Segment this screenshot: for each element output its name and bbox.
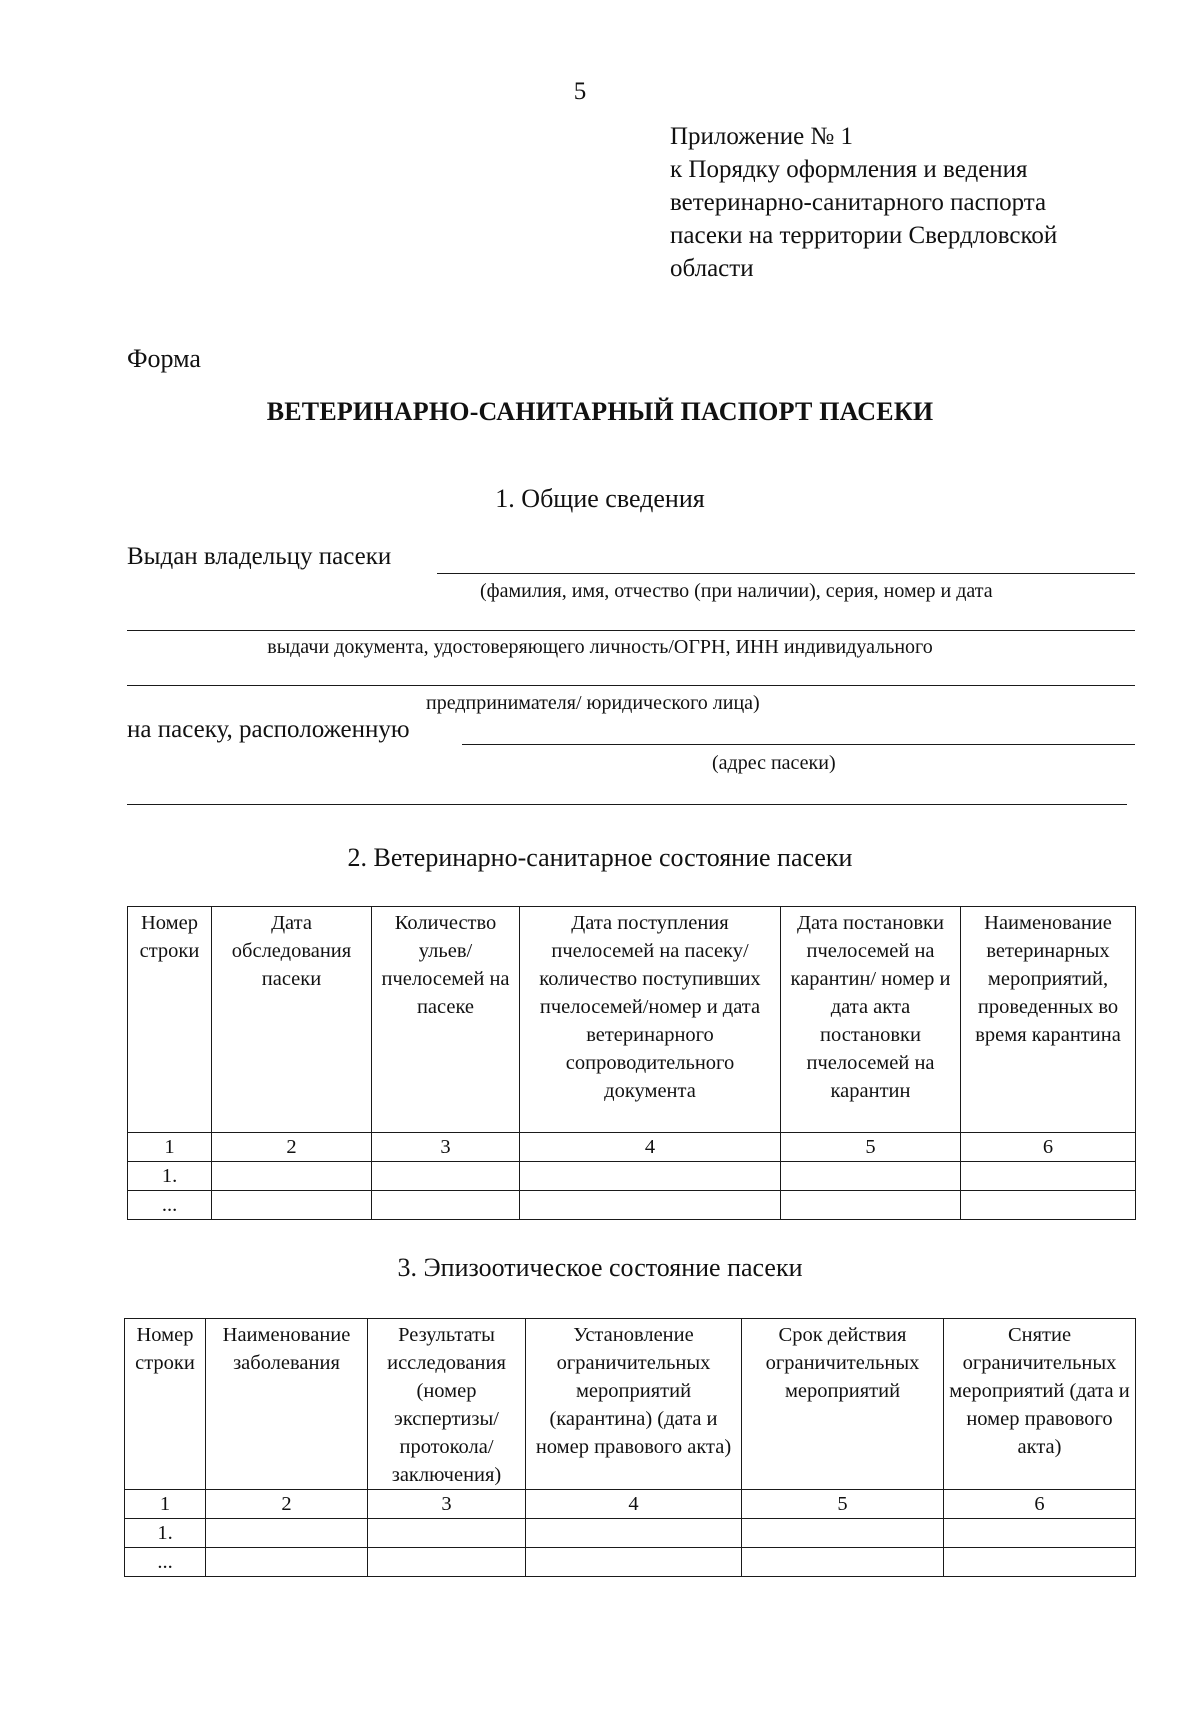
apiary-location-label: на пасеку, расположенную [127,716,410,743]
table-cell[interactable] [742,1519,944,1548]
owner-hint-line-2: выдачи документа, удостоверяющего личность/ОГРН, ИНН индивидуального [267,636,933,658]
table-cell[interactable] [944,1519,1136,1548]
column-number: 5 [742,1490,944,1519]
column-number-row [125,1490,1136,1519]
column-header: Номер строки [128,907,212,1133]
column-header: Дата постановки пчелосемей на карантин/ номер и дата акта постановки пчелосемей на карантин [781,907,961,1133]
column-number: 5 [781,1133,961,1162]
document-title: ВЕТЕРИНАРНО-САНИТАРНЫЙ ПАСПОРТ ПАСЕКИ [266,397,934,426]
table-cell[interactable] [212,1191,372,1220]
column-header: Номер строки [125,1319,206,1490]
table-cell[interactable] [781,1191,961,1220]
owner-document-line[interactable] [127,630,1135,631]
owner-hint-line-3: предпринимателя/ юридического лица) [426,692,760,714]
address-hint: (адрес пасеки) [712,752,836,774]
table-row [125,1519,1136,1548]
column-header: Дата обследования пасеки [212,907,372,1133]
table-cell[interactable] [526,1519,742,1548]
apiary-address-line[interactable] [462,744,1135,745]
appendix-line: ветеринарно-санитарного паспорта [670,189,1047,216]
section-2-heading: 2. Ветеринарно-санитарное состояние пасеки [347,843,853,872]
epizootic-state-table [124,1318,1136,1577]
column-number-row [128,1133,1136,1162]
column-header: Наименование заболевания [206,1319,368,1490]
row-number: ... [125,1548,206,1577]
table-cell[interactable] [944,1548,1136,1577]
section-1-heading: 1. Общие сведения [495,484,705,513]
table-cell[interactable] [206,1519,368,1548]
table-row [128,1191,1136,1220]
row-number: 1. [125,1519,206,1548]
column-number: 1 [128,1133,212,1162]
table-cell[interactable] [520,1162,781,1191]
column-number: 6 [944,1490,1136,1519]
appendix-line: к Порядку оформления и ведения [670,156,1028,183]
table-cell[interactable] [520,1191,781,1220]
column-header: Срок действия ограничительных мероприятий [742,1319,944,1490]
column-number: 4 [526,1490,742,1519]
table-row [128,1162,1136,1191]
table-cell[interactable] [372,1162,520,1191]
table-cell[interactable] [206,1548,368,1577]
table-cell[interactable] [961,1162,1136,1191]
column-header: Снятие ограничительных мероприятий (дата и номер правового акта) [944,1319,1136,1490]
column-number: 1 [125,1490,206,1519]
apiary-address-line-2[interactable] [127,804,1127,805]
column-number: 6 [961,1133,1136,1162]
table-cell[interactable] [742,1548,944,1577]
row-number: 1. [128,1162,212,1191]
row-number: ... [128,1191,212,1220]
owner-hint-line-1: (фамилия, имя, отчество (при наличии), серия, номер и дата [480,580,993,602]
form-label: Форма [127,344,201,373]
section-3-heading: 3. Эпизоотическое состояние пасеки [397,1253,803,1282]
issued-to-owner-label: Выдан владельцу пасеки [127,543,392,570]
appendix-note [670,120,1150,285]
appendix-line: пасеки на территории Свердловской [670,222,1058,249]
column-header: Установление ограничительных мероприятий (карантина) (дата и номер правового акта) [526,1319,742,1490]
column-number: 3 [372,1133,520,1162]
column-header: Количество ульев/ пчелосемей на пасеке [372,907,520,1133]
table-cell[interactable] [212,1162,372,1191]
table-cell[interactable] [372,1191,520,1220]
table-cell[interactable] [781,1162,961,1191]
table-row [125,1548,1136,1577]
owner-entity-line[interactable] [127,685,1135,686]
column-header: Дата поступления пчелосемей на пасеку/количество поступивших пчелосемей/номер и дата ветеринарного сопроводительного документа [520,907,781,1133]
column-header: Наименование ветеринарных мероприятий, проведенных во время карантина [961,907,1136,1133]
table-cell[interactable] [526,1548,742,1577]
column-number: 4 [520,1133,781,1162]
column-header: Результаты исследования (номер экспертизы/ протокола/ заключения) [368,1319,526,1490]
appendix-line: Приложение № 1 [670,123,854,150]
column-number: 2 [206,1490,368,1519]
owner-name-line[interactable] [437,573,1135,574]
column-number: 2 [212,1133,372,1162]
page-number: 5 [573,78,587,105]
table-cell[interactable] [368,1548,526,1577]
appendix-line: области [670,255,754,282]
table-cell[interactable] [961,1191,1136,1220]
table-cell[interactable] [368,1519,526,1548]
sanitary-state-table [127,906,1136,1220]
column-number: 3 [368,1490,526,1519]
